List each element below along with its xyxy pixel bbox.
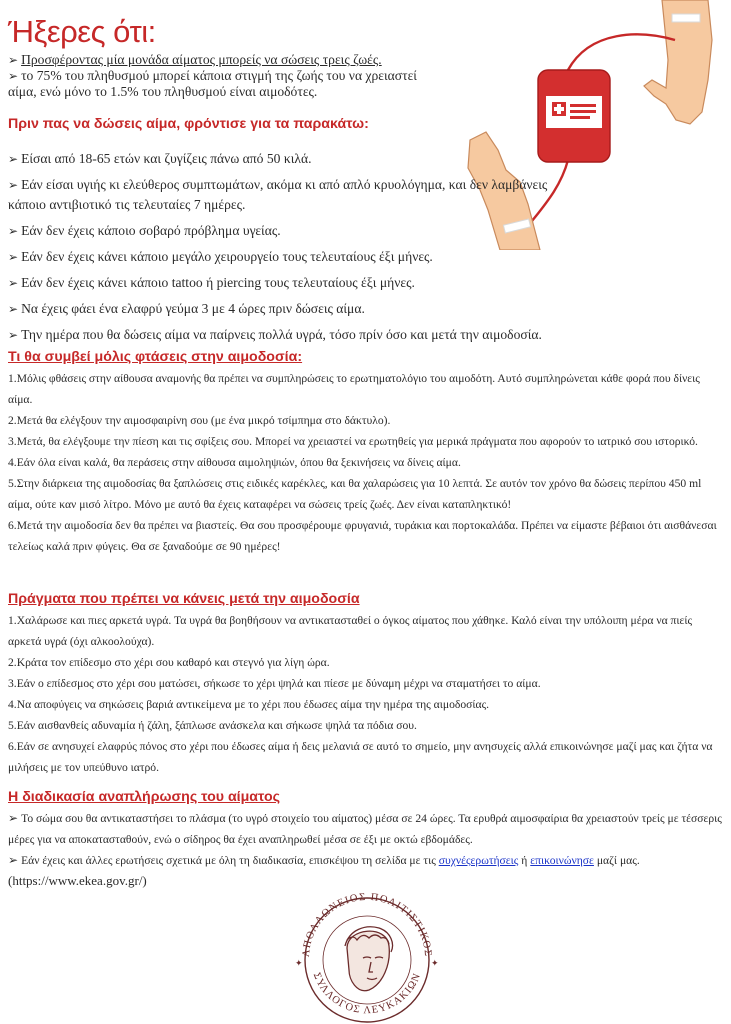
arrival-item: 1.Μόλις φθάσεις στην αίθουσα αναμονής θα πρέπει να συμπληρώσεις το ερωτηματολόγιο του αιμοδότη. Αυτό συμπληρώνεται κάθε φορά που δίνεις αίμα. — [8, 372, 700, 406]
arrival-item: 5.Στην διάρκεια της αιμοδοσίας θα ξαπλώσεις στις ειδικές καρέκλες, και θα χαλαρώσεις για 10 λεπτά. Σε αυτόν τον χρόνο θα δώσεις περίπου 450 ml αίμα, ούτε καν μισό λίτρο. Μόνο με αυτό θα έχεις καταφέρει να σώσεις τρείς ζωές. Δεν είναι καταπληκτικό! — [8, 477, 702, 511]
bandage-icon — [672, 14, 700, 22]
arrow-bullet-icon: ➢ — [8, 328, 19, 342]
website-url: (https://www.ekea.gov.gr/) — [8, 873, 147, 888]
condition-item: ➢ Να έχεις φάει ένα ελαφρύ γεύμα 3 με 4 ώρες πριν δώσεις αίμα. — [8, 301, 365, 316]
arrow-bullet-icon: ➢ — [8, 178, 19, 192]
arrival-heading: Τι θα συμβεί μόλις φτάσεις στην αιμοδοσία: — [8, 349, 303, 365]
refill-heading: Η διαδικασία αναπλήρωσης του αίματος — [8, 789, 280, 805]
logo-text-top: ΑΠΟΛΛΩΝΕΙΟΣ ΠΟΛΙΤΙΣΤΙΚΟΣ — [300, 891, 434, 958]
refill-item: ➢ Εάν έχεις και άλλες ερωτήσεις σχετικά με όλη τη διαδικασία, επισκέψου τη σελίδα με τις συχνέςερωτήσεις ή επικοινώνησε μαζί μας. — [8, 853, 640, 867]
arrival-item: 2.Μετά θα ελέγξουν την αιμοσφαιρίνη σου (με ένα μικρό τσίμπημα στο δάκτυλο). — [8, 414, 391, 427]
after-item: 3.Εάν ο επίδεσμος στο χέρι σου ματώσει, σήκωσε το χέρι ψηλά και πίεσε με δύναμη μέχρι να σταματήσει το αίμα. — [8, 677, 541, 690]
condition-item: ➢ Εάν είσαι υγιής κι ελεύθερος συμπτωμάτων, ακόμα κι από απλό κρυολόγημα, και δεν λαμβάνεις κάποιο αντιβιοτικό τις τελευταίες 7 ημέρες. — [8, 177, 548, 212]
conditions-section — [8, 116, 728, 348]
page-title: Ήξερες ότι: — [8, 14, 156, 49]
arrival-item: 4.Εάν όλα είναι καλά, θα περάσεις στην αίθουσα αιμοληψιών, όπου θα ξεκινήσεις να δίνεις αίμα. — [8, 456, 461, 469]
condition-item: ➢ Εάν δεν έχεις κάποιο σοβαρό πρόβλημα υγείας. — [8, 223, 281, 238]
after-item: 5.Εάν αισθανθείς αδυναμία ή ζάλη, ξάπλωσε ανάσκελα και σήκωσε ψηλά τα πόδια σου. — [8, 719, 417, 732]
faq-link[interactable]: συχνέςερωτήσεις — [438, 854, 519, 867]
arrow-bullet-icon: ➢ — [8, 250, 19, 264]
condition-item: ➢ Εάν δεν έχεις κάνει κάποιο μεγάλο χειρουργείο τους τελευταίους έξι μήνες. — [8, 249, 433, 264]
contact-link[interactable]: επικοινώνησε — [530, 854, 594, 867]
condition-item: ➢ Είσαι από 18-65 ετών και ζυγίζεις πάνω από 50 κιλά. — [8, 151, 312, 166]
conditions-heading: Πριν πας να δώσεις αίμα, φρόντισε για τα παρακάτω: — [8, 116, 369, 132]
arrow-bullet-icon: ➢ — [8, 152, 19, 166]
association-logo — [287, 880, 447, 1024]
after-section — [8, 588, 724, 778]
condition-item: ➢ Την ημέρα που θα δώσεις αίμα να παίρνεις πολλά υγρά, τόσο πρίν όσο και μετά την αιμοδοσία. — [8, 327, 542, 342]
logo-text-bottom: ΣΥΛΛΟΓΟΣ ΛΕΥΚΑΚΙΩΝ — [310, 971, 424, 1017]
after-item: 4.Να αποφύγεις να σηκώσεις βαριά αντικείμενα με το χέρι που έδωσες αίμα την ημέρα της αιμοδοσίας. — [8, 698, 490, 711]
refill-section — [8, 786, 724, 871]
arrow-bullet-icon: ➢ — [8, 276, 19, 290]
intro-line-1: ➢ Προσφέροντας μία μονάδα αίματος μπορείς να σώσεις τρεις ζωές. — [8, 52, 382, 67]
arrow-bullet-icon: ➢ — [8, 853, 19, 867]
after-heading: Πράγματα που πρέπει να κάνεις μετά την αιμοδοσία — [8, 591, 360, 607]
after-item: 6.Εάν σε ανησυχεί ελαφρύς πόνος στο χέρι που έδωσες αίμα ή δεις μελανιά σε αυτό το σημείο, μην ανησυχείς αλλά επικοινώνησε μαζί μας και ζήτα να μιλήσεις με τον υπεύθυνο ιατρό. — [8, 740, 713, 774]
apollo-head-icon — [345, 927, 393, 991]
arrival-section — [8, 346, 724, 557]
after-item: 2.Κράτα τον επίδεσμο στο χέρι σου καθαρό και στεγνό για λίγη ώρα. — [8, 656, 330, 669]
arrow-bullet-icon: ➢ — [8, 53, 19, 67]
arrow-bullet-icon: ➢ — [8, 224, 19, 238]
refill-item: ➢ Το σώμα σου θα αντικαταστήσει το πλάσμα (το υγρό στοιχείο του αίματος) μέσα σε 24 ώρες. Τα ερυθρά αιμοσφαίρια θα χρειαστούν τρείς με τέσσερις μέρες για να αποκατασταθούν, ενώ ο σίδηρος θα έχει αναπληρωθεί μέσα σε έξι με οκτώ εβδομάδες. — [8, 811, 722, 846]
blood-tube-icon — [568, 34, 675, 70]
condition-item: ➢ Εάν δεν έχεις κάνει κάποιο tattoo ή piercing τους τελευταίους έξι μήνες. — [8, 275, 415, 290]
arrow-bullet-icon: ➢ — [8, 811, 19, 825]
star-icon: ✦ — [295, 958, 303, 968]
intro-line-2: ➢ το 75% του πληθυσμού μπορεί κάποια στιγμή της ζωής του να χρειαστεί αίμα, ενώ μόνο το 1.5% του πληθυσμού είναι αιμοδότες. — [8, 68, 417, 99]
arrival-item: 6.Μετά την αιμοδοσία δεν θα πρέπει να βιαστείς. Θα σου προσφέρουμε φρυγανιά, τυράκια και πορτοκαλάδα. Πρέπει να είμαστε βέβαιοι ότι αισθάνεσαι τελείως καλά πριν φύγεις. Θα σε ξαναδούμε σε 90 ημέρες! — [8, 519, 717, 553]
arrow-bullet-icon: ➢ — [8, 69, 19, 83]
arrow-bullet-icon: ➢ — [8, 302, 19, 316]
arrival-item: 3.Μετά, θα ελέγξουμε την πίεση και τις σφίξεις σου. Μπορεί να χρειαστεί να ερωτηθείς για μερικά πράγματα που αφορούν το ιατρικό σου ιστορικό. — [8, 435, 698, 448]
after-item: 1.Χαλάρωσε και πιες αρκετά υγρά. Τα υγρά θα βοηθήσουν να αντικατασταθεί ο όγκος αίματος που χάθηκε. Καλό είναι την υπόλοιπη μέρα να πιείς αρκετά υγρά (όχι αλκοολούχα). — [8, 614, 693, 648]
star-icon: ✦ — [431, 958, 439, 968]
